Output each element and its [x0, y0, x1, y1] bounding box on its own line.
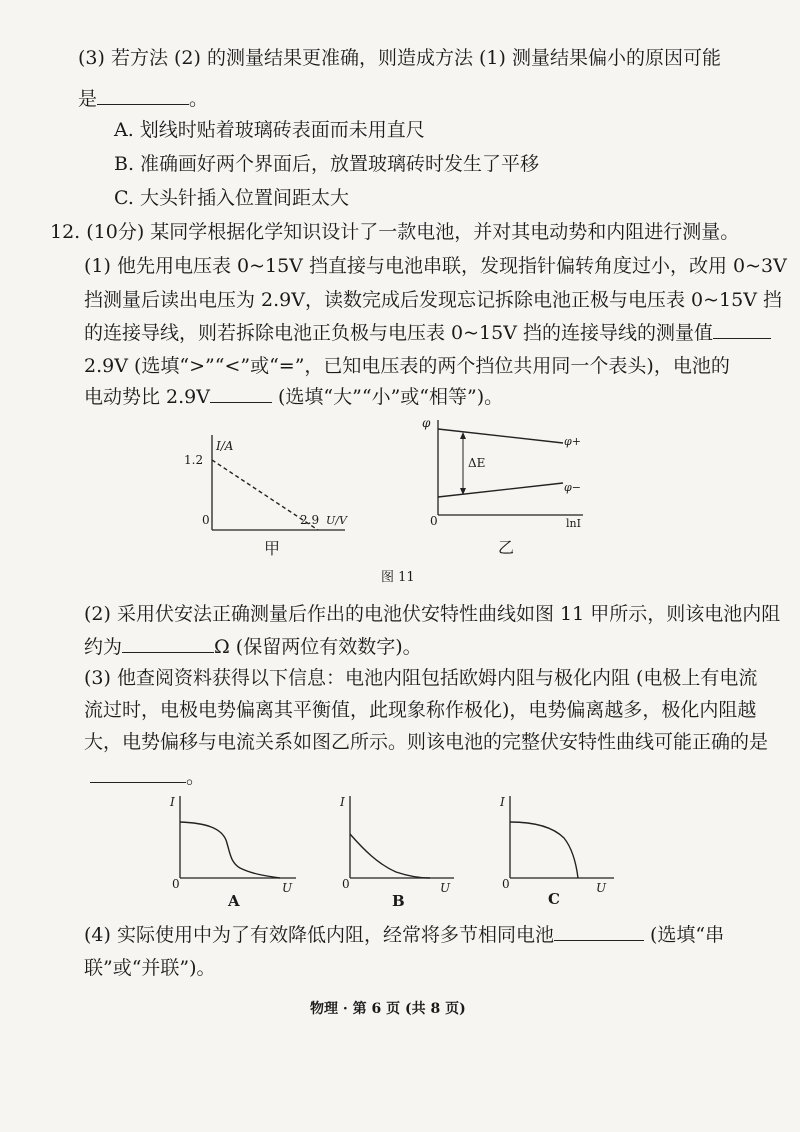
y-label: I [170, 795, 175, 809]
x-label: U [596, 881, 607, 895]
answer-blank[interactable] [97, 84, 189, 105]
phi-plus-line [438, 429, 563, 443]
q12-p3-line2: 流过时，电极电势偏离其平衡值，此现象称作极化)，电势偏离越多，极化内阻越 [84, 699, 757, 721]
origin: 0 [430, 514, 438, 528]
q12-p4-line1: (4) 实际使用中为了有效降低内阻，经常将多节相同电池 (选填“串 [84, 920, 724, 949]
choice-graph-a [166, 792, 306, 912]
answer-blank[interactable] [713, 318, 771, 339]
answer-blank[interactable] [122, 632, 214, 653]
q12-p1-line3: 的连接导线，则若拆除电池正负极与电压表 0~15V 挡的连接导线的测量值 [84, 318, 771, 347]
q12-p4-line2: 联”或“并联”)。 [84, 957, 216, 979]
delta-label: ΔE [468, 456, 486, 470]
choice-graph-c [496, 792, 626, 912]
choice-label: B [392, 892, 405, 910]
lower-label: φ− [564, 481, 581, 494]
q12-p3-line4: 。 [90, 762, 205, 791]
figure-caption: 图 11 [381, 570, 415, 585]
q11-option-b: B. 准确画好两个界面后，放置玻璃砖时发生了平移 [114, 153, 540, 175]
y-label: I [340, 795, 345, 809]
figure-yi [418, 415, 598, 560]
q12-header: 12. (10分) 某同学根据化学知识设计了一款电池，并对其电动势和内阻进行测量。 [50, 221, 740, 243]
choice-graph-b [336, 792, 466, 912]
x-label: U/V [326, 514, 347, 527]
q12-p1-line5: 电动势比 2.9V (选填“大”“小”或“相等”)。 [84, 382, 503, 411]
q11-option-c: C. 大头针插入位置间距太大 [114, 187, 349, 209]
page-footer: 物理 · 第 6 页 (共 8 页) [310, 1001, 466, 1017]
iv-curve [510, 822, 578, 878]
origin: 0 [502, 877, 510, 891]
choice-label: C [548, 890, 560, 908]
answer-blank[interactable] [554, 920, 644, 941]
figure-label: 甲 [264, 539, 281, 558]
q12-p1-line2: 挡测量后读出电压为 2.9V，读数完成后发现忘记拆除电池正极与电压表 0~15V 挡 [84, 289, 782, 311]
upper-label: φ+ [564, 435, 581, 448]
q12-p3-line1: (3) 他查阅资料获得以下信息：电池内阻包括欧姆内阻与极化内阻 (电极上有电流 [84, 667, 758, 689]
y-label: φ [422, 416, 431, 430]
x-label: U [440, 881, 451, 895]
choice-label: A [228, 892, 240, 910]
q12-p1-line4: 2.9V (选填“>”“<”或“=”，已知电压表的两个挡位共用同一个表头)，电池的 [84, 355, 730, 377]
q12-p3-line3: 大，电势偏移与电流关系如图乙所示。则该电池的完整伏安特性曲线可能正确的是 [84, 731, 769, 753]
x-tick: 2.9 [300, 513, 320, 527]
origin: 0 [172, 877, 180, 891]
q12-p1-line1: (1) 他先用电压表 0~15V 挡直接与电池串联，发现指针偏转角度过小，改用 0~3V [84, 255, 787, 277]
q11-sub3-line1: (3) 若方法 (2) 的测量结果更准确，则造成方法 (1) 测量结果偏小的原因可能 [78, 47, 721, 69]
origin: 0 [202, 513, 210, 527]
x-label: lnI [566, 517, 581, 530]
iv-curve [180, 822, 280, 878]
y-label: I [500, 795, 505, 809]
iv-curve [350, 834, 430, 878]
q12-p2-line1: (2) 采用伏安法正确测量后作出的电池伏安特性曲线如图 11 甲所示，则该电池内阻 [84, 603, 781, 625]
answer-blank[interactable] [90, 762, 186, 783]
y-label: I/A [216, 439, 234, 453]
answer-blank[interactable] [210, 382, 272, 403]
figure-label: 乙 [498, 538, 515, 557]
q11-option-a: A. 划线时贴着玻璃砖表面而未用直尺 [114, 119, 425, 141]
y-tick: 1.2 [184, 453, 204, 467]
q12-p2-line2: 约为 Ω (保留两位有效数字)。 [84, 632, 422, 661]
origin: 0 [342, 877, 350, 891]
x-label: U [282, 881, 293, 895]
figure-jia [180, 430, 360, 560]
phi-minus-line [438, 483, 563, 497]
q11-sub3-line2: 是 。 [78, 84, 208, 113]
